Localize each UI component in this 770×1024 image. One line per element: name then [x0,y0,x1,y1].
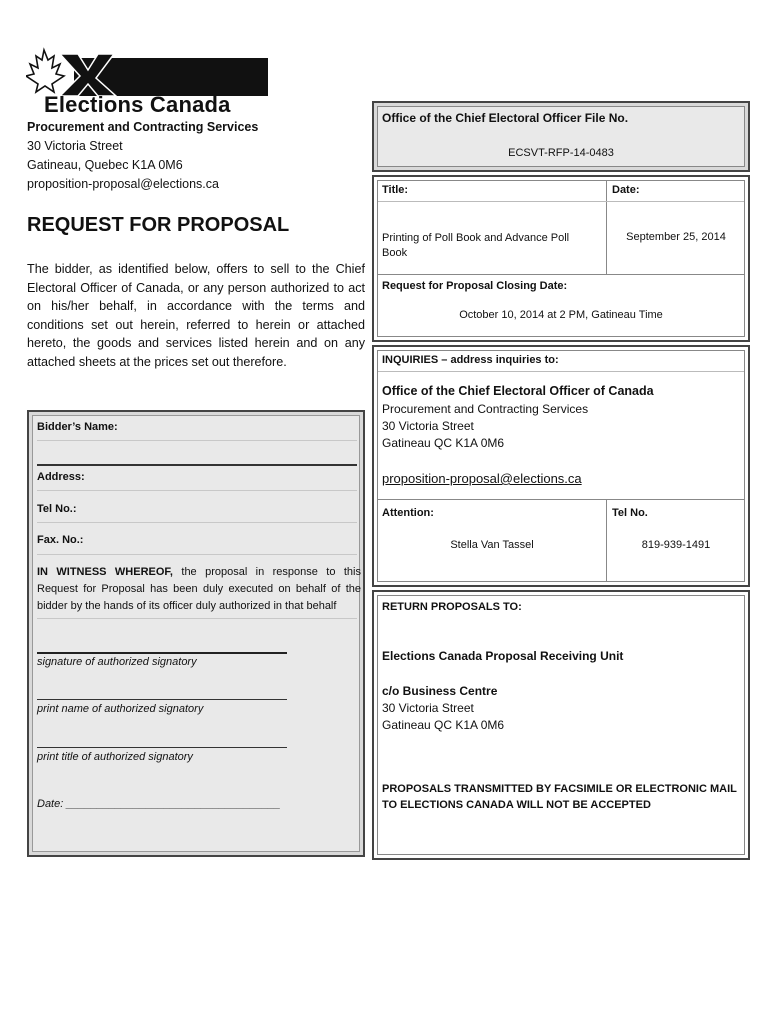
file-number-value: ECSVT-RFP-14-0483 [508,147,614,159]
column-divider [606,499,607,581]
divider [37,440,357,441]
maple-leaf-x-icon [26,46,270,96]
column-divider [606,181,607,274]
return-city: Gatineau QC K1A 0M6 [382,718,505,732]
witness-text: the proposal in response to this Request for Proposal has been duly executed on behalf of the bidder by the hands of its officer duly authorized in that behalf [37,566,361,612]
inquiries-email-link[interactable]: proposition-proposal@elections.ca [382,471,582,486]
inquiries-department: Procurement and Contracting Services [382,402,589,416]
notice-line-2: TO ELECTIONS CANADA WILL NOT BE ACCEPTED [382,799,651,811]
inquiries-city: Gatineau QC K1A 0M6 [382,436,505,450]
divider [37,618,357,619]
signature-caption: signature of authorized signatory [37,656,197,668]
file-number-label: Office of the Chief Electoral Officer File No. [382,111,629,125]
street-address: 30 Victoria Street [27,139,123,153]
return-proposals-box [372,590,750,860]
attention-label: Attention: [382,507,434,519]
witness-bold: IN WITNESS WHEREOF, [37,566,173,578]
department-name: Procurement and Contracting Services [27,120,259,134]
divider [37,554,357,555]
bidder-box-inner [32,415,360,852]
divider [37,490,357,491]
return-street: 30 Victoria Street [382,701,474,715]
fax-label: Fax. No.: [37,534,84,546]
intro-paragraph: The bidder, as identified below, offers to sell to the Chief Electoral Officer of Canada, or any person authorized to act on his/her behalf, in accordance with the terms and conditions set out herein, referred to herein or attached hereto, the goods and services listed herein and on any attached sheets at the prices set out therefore. [27,262,365,369]
tel-value: 819-939-1491 [641,539,711,551]
date-value: September 25, 2014 [626,231,726,243]
date-label: Date: [612,184,640,196]
divider [378,274,744,275]
closing-date-value: October 10, 2014 at 2 PM, Gatineau Time [459,309,663,321]
city-address: Gatineau, Quebec K1A 0M6 [27,158,183,172]
print-name-line[interactable] [37,699,287,700]
page-title: REQUEST FOR PROPOSAL [27,214,290,236]
contact-email: proposition-proposal@elections.ca [27,177,219,191]
tel-label: Tel No.: [37,503,77,515]
print-title-caption: print title of authorized signatory [37,751,193,763]
title-date-box [372,175,750,342]
divider [378,371,744,372]
bidder-box [27,410,365,857]
print-name-caption: print name of authorized signatory [37,703,204,715]
witness-statement [37,564,361,615]
bidder-name-field[interactable] [37,464,357,466]
signature-line[interactable] [37,652,287,654]
attention-value: Stella Van Tassel [450,539,534,551]
title-value: Printing of Poll Book and Advance Poll Book [382,232,570,259]
divider [378,499,744,500]
inquiries-label: INQUIRIES – address inquiries to: [382,354,559,366]
title-label: Title: [382,184,409,196]
bidder-name-label: Bidder’s Name: [37,421,118,433]
logo-text: Elections Canada [44,92,231,117]
return-co: c/o Business Centre [382,684,498,698]
inquiries-street: 30 Victoria Street [382,419,474,433]
print-title-line[interactable] [37,747,287,748]
tel-label: Tel No. [612,507,648,519]
inquiries-office: Office of the Chief Electoral Officer of Canada [382,384,654,398]
divider [37,522,357,523]
closing-date-label: Request for Proposal Closing Date: [382,280,568,292]
notice-line-1: PROPOSALS TRANSMITTED BY FACSIMILE OR ELECTRONIC MAIL [382,783,737,795]
date-caption[interactable]: Date: ___________________________________ [37,798,281,810]
file-number-box [372,101,750,172]
divider [378,201,744,202]
return-unit: Elections Canada Proposal Receiving Unit [382,649,624,663]
return-label: RETURN PROPOSALS TO: [382,601,522,613]
inquiries-box [372,345,750,587]
address-label: Address: [37,471,85,483]
elections-canada-logo [26,46,270,120]
